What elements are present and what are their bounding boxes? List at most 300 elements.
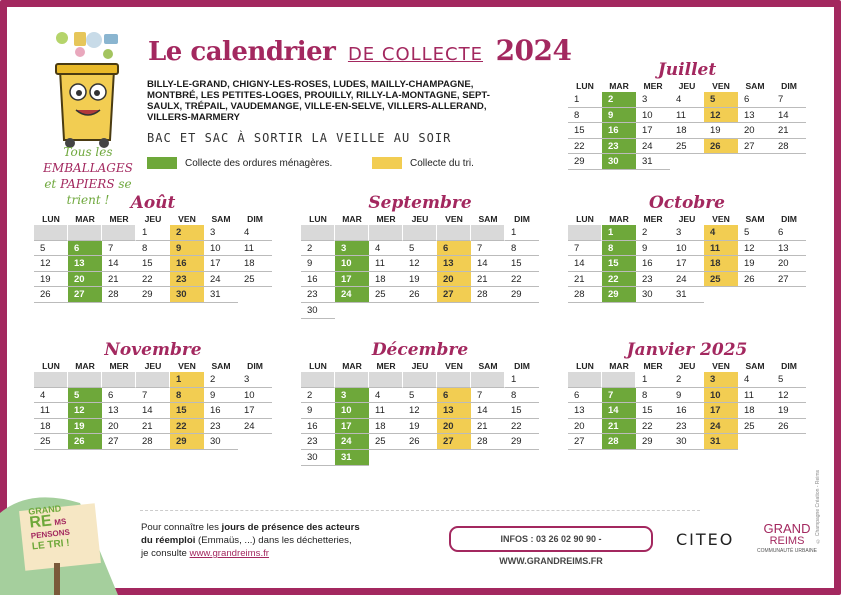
day-cell: 2	[301, 241, 335, 257]
weekday-header	[34, 360, 272, 372]
evening-note: BAC ET SAC À SORTIR LA VEILLE AU SOIR	[147, 131, 452, 145]
sign-text-line: GRAND	[27, 503, 62, 517]
month-septembre	[301, 193, 539, 319]
day-cell-household: 17	[335, 272, 369, 288]
weekday-label: DIM	[247, 361, 263, 371]
day-cell-household: 19	[68, 419, 102, 435]
day-cell: 18	[738, 403, 772, 419]
day-cell: 21	[471, 419, 505, 435]
title-year: 2024	[495, 34, 572, 67]
weekday-label: LUN	[42, 361, 60, 371]
day-cell: 19	[738, 256, 772, 272]
day-cell: 23	[636, 272, 670, 288]
day-cell-household: 27	[68, 287, 102, 303]
empty-day-cell	[369, 225, 403, 241]
month-name: Novembre	[104, 340, 202, 360]
day-cell: 14	[772, 108, 806, 124]
day-cell: 9	[636, 241, 670, 257]
empty-day-cell	[738, 434, 772, 450]
day-cell-household: 24	[335, 434, 369, 450]
weekday-header	[301, 360, 539, 372]
empty-day-cell	[403, 303, 437, 319]
day-cell: 19	[403, 419, 437, 435]
empty-day-cell	[670, 154, 704, 170]
day-cell: 7	[102, 241, 136, 257]
weekday-label: DIM	[781, 81, 797, 91]
day-cell-sorting: 26	[704, 139, 738, 155]
day-cell: 16	[301, 419, 335, 435]
day-cell: 19	[772, 403, 806, 419]
day-cell: 24	[670, 272, 704, 288]
day-cell-sorting: 13	[437, 256, 471, 272]
weekday-header	[568, 213, 806, 225]
day-cell: 24	[238, 419, 272, 435]
divider	[140, 510, 700, 511]
yellow-swatch	[372, 157, 402, 169]
weekday-header	[301, 213, 539, 225]
day-cell: 20	[772, 256, 806, 272]
day-cell: 12	[738, 241, 772, 257]
day-cell: 16	[204, 403, 238, 419]
day-cell: 1	[505, 225, 539, 241]
day-cell-sorting: 16	[170, 256, 204, 272]
day-cell: 26	[34, 287, 68, 303]
weekday-label: DIM	[247, 214, 263, 224]
day-cell: 21	[102, 272, 136, 288]
day-cell-sorting: 30	[170, 287, 204, 303]
day-cell: 31	[670, 287, 704, 303]
empty-day-cell	[34, 372, 68, 388]
empty-day-cell	[335, 372, 369, 388]
day-cell: 30	[301, 450, 335, 466]
day-cell-household: 6	[68, 241, 102, 257]
weekday-label: SAM	[745, 81, 765, 91]
day-cell-household: 31	[335, 450, 369, 466]
month-juillet	[568, 60, 806, 170]
day-cell-sorting: 5	[704, 92, 738, 108]
weekday-label: DIM	[514, 214, 530, 224]
month-aout	[34, 193, 272, 303]
empty-day-cell	[471, 450, 505, 466]
day-cell-sorting: 24	[704, 419, 738, 435]
day-cell: 24	[636, 139, 670, 155]
empty-day-cell	[437, 225, 471, 241]
weekday-label: JEU	[144, 214, 162, 224]
empty-day-cell	[471, 303, 505, 319]
day-cell: 9	[301, 403, 335, 419]
day-cell: 20	[568, 419, 602, 435]
copyright: © Champagne Création - Reims	[815, 470, 821, 544]
day-cell: 17	[238, 403, 272, 419]
weekday-label: SAM	[211, 214, 231, 224]
day-cell-sorting: 20	[437, 272, 471, 288]
weekday-label: JEU	[678, 361, 696, 371]
month-janvier	[568, 340, 806, 450]
weekday-label: MER	[376, 214, 396, 224]
day-cell: 25	[34, 434, 68, 450]
day-cell-sorting: 31	[704, 434, 738, 450]
weekday-label: SAM	[745, 214, 765, 224]
day-grid	[34, 372, 272, 450]
empty-day-cell	[34, 225, 68, 241]
empty-day-cell	[335, 303, 369, 319]
empty-day-cell	[437, 450, 471, 466]
day-cell: 22	[636, 419, 670, 435]
day-cell: 24	[204, 272, 238, 288]
day-cell: 17	[670, 256, 704, 272]
brand-line: REIMS	[769, 535, 805, 547]
day-cell: 14	[471, 256, 505, 272]
weekday-label: VEN	[178, 214, 196, 224]
day-cell: 28	[471, 287, 505, 303]
day-cell: 25	[238, 272, 272, 288]
empty-day-cell	[369, 303, 403, 319]
day-cell: 20	[738, 123, 772, 139]
empty-day-cell	[602, 372, 636, 388]
month-name: Septembre	[368, 193, 472, 213]
empty-day-cell	[704, 154, 738, 170]
weekday-label: LUN	[42, 214, 60, 224]
month-name: Juillet	[657, 60, 717, 80]
weekday-label: MAR	[75, 214, 95, 224]
empty-day-cell	[471, 225, 505, 241]
day-cell: 8	[136, 241, 170, 257]
day-cell: 12	[772, 388, 806, 404]
weekday-label: SAM	[478, 214, 498, 224]
day-cell-sorting: 11	[704, 241, 738, 257]
day-cell: 29	[505, 287, 539, 303]
day-cell: 12	[403, 256, 437, 272]
day-cell: 8	[636, 388, 670, 404]
day-cell: 14	[102, 256, 136, 272]
weekday-label: MAR	[75, 361, 95, 371]
day-cell: 27	[568, 434, 602, 450]
day-cell: 12	[34, 256, 68, 272]
day-cell: 30	[204, 434, 238, 450]
day-cell: 18	[369, 272, 403, 288]
weekday-header	[34, 213, 272, 225]
empty-day-cell	[403, 372, 437, 388]
day-cell: 6	[102, 388, 136, 404]
day-cell-household: 30	[602, 154, 636, 170]
day-cell: 8	[505, 388, 539, 404]
day-cell: 19	[34, 272, 68, 288]
day-cell: 14	[471, 403, 505, 419]
weekday-label: VEN	[712, 361, 730, 371]
day-cell: 31	[636, 154, 670, 170]
day-cell: 26	[772, 419, 806, 435]
info-box: INFOS : 03 26 02 90 90 - WWW.GRANDREIMS.FR	[449, 526, 653, 552]
day-cell-household: 16	[602, 123, 636, 139]
day-cell: 3	[204, 225, 238, 241]
day-cell: 16	[636, 256, 670, 272]
day-cell: 12	[403, 403, 437, 419]
day-cell: 15	[505, 403, 539, 419]
day-cell: 21	[136, 419, 170, 435]
weekday-label: MAR	[342, 214, 362, 224]
day-cell: 28	[136, 434, 170, 450]
day-cell-household: 20	[68, 272, 102, 288]
weekday-label: LUN	[576, 214, 594, 224]
month-name: Octobre	[648, 193, 725, 213]
day-grid	[568, 92, 806, 170]
day-cell-household: 23	[602, 139, 636, 155]
day-cell-sorting: 2	[170, 225, 204, 241]
day-cell: 28	[568, 287, 602, 303]
empty-day-cell	[403, 450, 437, 466]
day-cell: 23	[670, 419, 704, 435]
day-cell: 27	[738, 139, 772, 155]
day-cell: 9	[301, 256, 335, 272]
sign-text-line: RE	[28, 512, 53, 532]
day-cell-sorting: 20	[437, 419, 471, 435]
day-cell: 15	[636, 403, 670, 419]
day-cell-household: 3	[335, 241, 369, 257]
weekday-label: VEN	[178, 361, 196, 371]
empty-day-cell	[136, 372, 170, 388]
weekday-label: MER	[109, 361, 129, 371]
day-cell: 9	[670, 388, 704, 404]
website-link[interactable]: www.grandreims.fr	[189, 548, 269, 559]
day-cell: 29	[136, 287, 170, 303]
day-cell: 1	[568, 92, 602, 108]
weekday-label: JEU	[411, 214, 429, 224]
empty-day-cell	[335, 225, 369, 241]
day-cell: 22	[505, 419, 539, 435]
day-cell: 28	[772, 139, 806, 155]
day-cell: 25	[369, 287, 403, 303]
day-cell: 7	[471, 388, 505, 404]
day-cell: 5	[403, 388, 437, 404]
weekday-label: MAR	[609, 81, 629, 91]
day-cell-sorting: 25	[704, 272, 738, 288]
day-cell: 2	[670, 372, 704, 388]
day-cell: 7	[471, 241, 505, 257]
empty-day-cell	[437, 372, 471, 388]
citeo-logo: CITEO	[676, 530, 735, 549]
footer-text	[141, 521, 360, 560]
day-cell: 18	[670, 123, 704, 139]
day-cell: 13	[772, 241, 806, 257]
day-cell: 1	[636, 372, 670, 388]
weekday-label: MER	[376, 361, 396, 371]
legend-sorting-label: Collecte du tri.	[410, 157, 474, 169]
day-cell: 29	[636, 434, 670, 450]
day-cell: 13	[568, 403, 602, 419]
day-cell: 30	[636, 287, 670, 303]
day-cell: 31	[204, 287, 238, 303]
empty-day-cell	[102, 225, 136, 241]
communes-list: BILLY-LE-GRAND, CHIGNY-LES-ROSES, LUDES, MAILLY-CHAMPAGNE, MONTBRÉ, LES PETITES-LOGES, PROUILLY, RILLY-LA-MONTAGNE, SEPT-SAULX, TRÉPAIL, VAUDEMANGE, VILLE-EN-SELVE, VILLERS-ALLERAND, VILLERS-MARMERY	[147, 79, 490, 123]
day-cell-sorting: 9	[170, 241, 204, 257]
empty-day-cell	[772, 434, 806, 450]
day-cell: 13	[102, 403, 136, 419]
day-cell: 29	[568, 154, 602, 170]
day-cell-sorting: 27	[437, 434, 471, 450]
day-cell-sorting: 3	[704, 372, 738, 388]
day-cell: 30	[301, 303, 335, 319]
weekday-label: VEN	[712, 81, 730, 91]
day-cell: 18	[369, 419, 403, 435]
day-cell-sorting: 8	[170, 388, 204, 404]
day-cell: 11	[238, 241, 272, 257]
day-cell: 16	[670, 403, 704, 419]
empty-day-cell	[238, 287, 272, 303]
empty-day-cell	[437, 303, 471, 319]
day-cell: 14	[568, 256, 602, 272]
day-cell-household: 2	[602, 92, 636, 108]
day-cell-household: 10	[335, 256, 369, 272]
slogan-text: PAPIERS	[60, 177, 115, 191]
brand-line: GRAND	[763, 521, 811, 536]
weekday-label: JEU	[678, 214, 696, 224]
day-cell: 26	[403, 434, 437, 450]
month-decembre	[301, 340, 539, 466]
day-cell-sorting: 12	[704, 108, 738, 124]
day-cell: 18	[34, 419, 68, 435]
day-grid	[568, 372, 806, 450]
day-cell: 21	[568, 272, 602, 288]
day-cell-household: 24	[335, 287, 369, 303]
slogan-text: EMBALLAGES	[43, 161, 133, 175]
title-sub: DE COLLECTE	[347, 44, 483, 65]
footer-text-part: jours de présence des acteurs	[221, 522, 360, 533]
day-cell: 27	[772, 272, 806, 288]
slogan-text: et	[44, 177, 57, 191]
day-cell: 6	[738, 92, 772, 108]
day-cell: 11	[670, 108, 704, 124]
day-cell-household: 1	[602, 225, 636, 241]
day-cell-household: 12	[68, 403, 102, 419]
day-cell: 4	[738, 372, 772, 388]
day-cell-sorting: 27	[437, 287, 471, 303]
day-cell: 10	[204, 241, 238, 257]
day-cell-sorting: 6	[437, 388, 471, 404]
weekday-label: MAR	[609, 214, 629, 224]
weekday-label: SAM	[478, 361, 498, 371]
day-cell-household: 14	[602, 403, 636, 419]
day-cell: 26	[403, 287, 437, 303]
day-cell-sorting: 13	[437, 403, 471, 419]
day-cell: 1	[136, 225, 170, 241]
day-cell: 7	[568, 241, 602, 257]
weekday-label: LUN	[576, 81, 594, 91]
sign-text-line: PENSONS	[30, 527, 71, 541]
day-cell-household: 17	[335, 419, 369, 435]
day-cell: 22	[136, 272, 170, 288]
legend-sorting	[372, 157, 474, 169]
weekday-label: DIM	[781, 361, 797, 371]
day-cell-sorting: 15	[170, 403, 204, 419]
day-cell: 18	[238, 256, 272, 272]
day-cell: 27	[102, 434, 136, 450]
day-cell: 5	[34, 241, 68, 257]
day-cell: 23	[204, 419, 238, 435]
empty-day-cell	[505, 450, 539, 466]
weekday-label: MAR	[342, 361, 362, 371]
empty-day-cell	[102, 372, 136, 388]
weekday-label: JEU	[144, 361, 162, 371]
day-cell: 25	[369, 434, 403, 450]
empty-day-cell	[403, 225, 437, 241]
weekday-label: MER	[643, 361, 663, 371]
day-cell: 16	[301, 272, 335, 288]
weekday-label: VEN	[445, 361, 463, 371]
month-name: Janvier 2025	[626, 340, 748, 360]
weekday-label: LUN	[309, 214, 327, 224]
day-cell: 11	[738, 388, 772, 404]
empty-day-cell	[68, 225, 102, 241]
empty-day-cell	[471, 372, 505, 388]
day-cell: 25	[738, 419, 772, 435]
day-cell: 10	[670, 241, 704, 257]
day-cell-sorting: 22	[170, 419, 204, 435]
weekday-label: MER	[109, 214, 129, 224]
empty-day-cell	[704, 287, 738, 303]
footer-text-part: Pour connaître les	[141, 522, 219, 533]
day-cell: 19	[403, 272, 437, 288]
day-cell-household: 26	[68, 434, 102, 450]
weekday-label: SAM	[745, 361, 765, 371]
day-cell: 2	[204, 372, 238, 388]
empty-day-cell	[301, 372, 335, 388]
footer-text-part: (Emmaüs, ...) dans les déchetteries,	[198, 535, 352, 546]
weekday-label: VEN	[712, 214, 730, 224]
day-cell-sorting: 4	[704, 225, 738, 241]
day-cell: 19	[704, 123, 738, 139]
day-cell-household: 5	[68, 388, 102, 404]
day-cell: 3	[238, 372, 272, 388]
day-cell: 30	[670, 434, 704, 450]
day-cell: 1	[505, 372, 539, 388]
empty-day-cell	[772, 154, 806, 170]
weekday-label: DIM	[781, 214, 797, 224]
title-main: Le calendrier	[148, 37, 336, 67]
day-cell: 10	[636, 108, 670, 124]
day-cell-sorting: 17	[704, 403, 738, 419]
day-cell: 15	[505, 256, 539, 272]
day-cell: 20	[102, 419, 136, 435]
month-name: Août	[130, 193, 176, 213]
day-cell-sorting: 23	[170, 272, 204, 288]
page-title	[148, 34, 572, 67]
day-cell: 28	[102, 287, 136, 303]
weekday-label: LUN	[576, 361, 594, 371]
slogan-text: se trient !	[66, 177, 132, 207]
day-cell: 28	[471, 434, 505, 450]
day-cell: 25	[670, 139, 704, 155]
month-octobre	[568, 193, 806, 303]
empty-day-cell	[301, 225, 335, 241]
day-cell: 5	[738, 225, 772, 241]
weekday-label: MER	[643, 214, 663, 224]
weekday-label: MAR	[609, 361, 629, 371]
weekday-header	[568, 80, 806, 92]
day-cell: 23	[301, 434, 335, 450]
day-cell: 7	[772, 92, 806, 108]
empty-day-cell	[505, 303, 539, 319]
day-cell: 21	[471, 272, 505, 288]
day-cell: 21	[772, 123, 806, 139]
day-cell-household: 13	[68, 256, 102, 272]
day-grid	[34, 225, 272, 303]
month-novembre	[34, 340, 272, 450]
day-cell: 7	[136, 388, 170, 404]
day-cell: 26	[738, 272, 772, 288]
day-cell: 13	[738, 108, 772, 124]
day-cell-household: 10	[335, 403, 369, 419]
recycling-bin-mascot-icon	[48, 30, 126, 148]
